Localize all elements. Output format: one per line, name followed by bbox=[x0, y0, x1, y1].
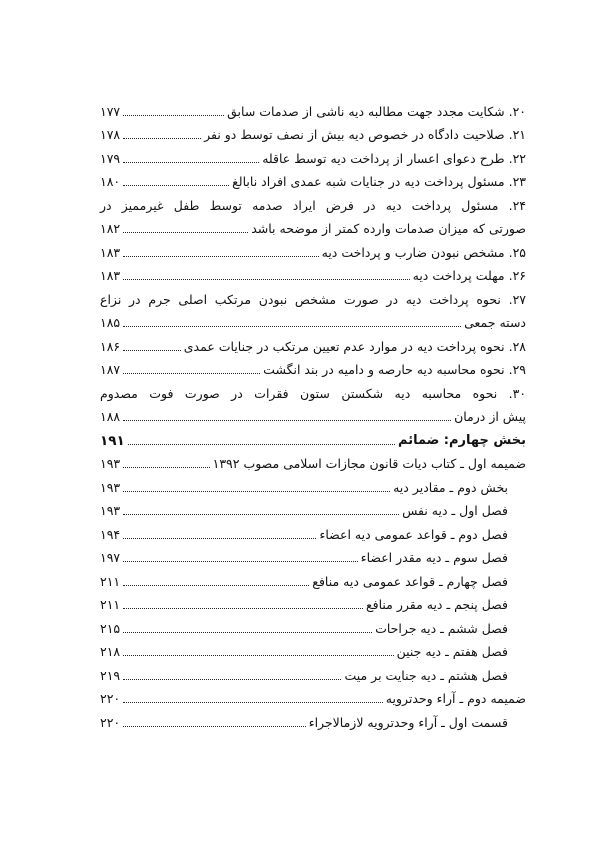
toc-entry-first-line bbox=[100, 379, 526, 403]
toc-entry bbox=[100, 708, 526, 732]
dot-leader bbox=[123, 491, 390, 492]
toc-entry-title: ضمیمه دوم ـ آراء وحدترویه bbox=[385, 691, 526, 706]
toc-entry bbox=[100, 661, 526, 685]
toc-entry-title-line1: ۳۰. نحوه محاسبه دیه شکستن ستون فقرات در صورت فوت مصدوم bbox=[100, 385, 526, 401]
toc-page-number: ۱۸۰ bbox=[100, 174, 121, 189]
toc-entry-first-line bbox=[100, 191, 526, 215]
toc-entry-title: ۲۹. نحوه محاسبه دیه حارصه و دامیه در بند انگشت bbox=[263, 362, 526, 377]
table-of-contents bbox=[100, 97, 526, 732]
dot-leader bbox=[123, 561, 358, 562]
toc-entry bbox=[100, 450, 526, 474]
toc-entry-title: فصل اول ـ دیه نفس bbox=[402, 503, 508, 518]
toc-entry bbox=[100, 215, 526, 239]
toc-page-number: ۱۹۴ bbox=[100, 526, 121, 542]
toc-entry bbox=[100, 309, 526, 333]
toc-page-number: ۲۱۵ bbox=[100, 620, 121, 636]
toc-page-number: ۱۹۱ bbox=[100, 432, 125, 449]
toc-entry bbox=[100, 591, 526, 615]
toc-page-number: ۱۸۷ bbox=[100, 362, 121, 377]
toc-entry-title: ۲۳. مسئول پرداخت دیه در جنایات شبه عمدی افراد نابالغ bbox=[232, 174, 526, 189]
toc-page-number: ۱۷۹ bbox=[100, 150, 121, 166]
toc-entry-title: پیش از درمان bbox=[454, 409, 526, 424]
toc-entry-title: ۲۰. شکایت مجدد جهت مطالبه دیه ناشی از صدمات سابق bbox=[227, 103, 526, 119]
toc-entry-title: فصل دوم ـ قواعد عمومی دیه اعضاء bbox=[319, 526, 508, 542]
dot-leader bbox=[123, 162, 259, 163]
dot-leader bbox=[123, 420, 451, 421]
toc-page-number: ۱۹۳ bbox=[100, 456, 121, 471]
toc-entry-title: بخش چهارم: ضمائم bbox=[398, 432, 526, 448]
dot-leader bbox=[123, 538, 316, 539]
dot-leader bbox=[123, 138, 201, 139]
dot-leader bbox=[123, 585, 309, 586]
toc-entry bbox=[100, 262, 526, 286]
dot-leader bbox=[123, 350, 181, 351]
toc-page-number: ۱۸۳ bbox=[100, 244, 121, 260]
toc-entry bbox=[100, 97, 526, 121]
toc-entry bbox=[100, 567, 526, 591]
toc-page-number: ۱۹۳ bbox=[100, 479, 121, 495]
toc-entry-title: ۲۲. طرح دعوای اعسار از پرداخت دیه توسط عاقله bbox=[262, 150, 526, 166]
toc-page-number: ۲۱۱ bbox=[100, 597, 121, 612]
toc-entry-title: فصل هفتم ـ دیه جنین bbox=[396, 644, 508, 659]
dot-leader bbox=[123, 373, 260, 374]
toc-page-number: ۲۲۰ bbox=[100, 691, 121, 706]
toc-section-heading bbox=[100, 426, 526, 450]
toc-entry bbox=[100, 544, 526, 568]
toc-entry bbox=[100, 144, 526, 168]
dot-leader bbox=[123, 115, 224, 116]
toc-entry-first-line bbox=[100, 285, 526, 309]
toc-entry bbox=[100, 473, 526, 497]
toc-entry bbox=[100, 238, 526, 262]
toc-entry bbox=[100, 168, 526, 192]
toc-entry bbox=[100, 356, 526, 380]
toc-entry bbox=[100, 638, 526, 662]
toc-entry-title: ۲۸. نحوه پرداخت دیه در موارد عدم تعیین مرتکب در جنایات عمدی bbox=[183, 338, 526, 354]
dot-leader bbox=[123, 655, 393, 656]
toc-page-number: ۱۷۸ bbox=[100, 127, 121, 142]
dot-leader bbox=[123, 726, 306, 727]
toc-page-number: ۲۲۰ bbox=[100, 714, 121, 730]
toc-entry-title: فصل هشتم ـ دیه جنایت بر میت bbox=[344, 667, 508, 683]
toc-entry-title: ۲۵. مشخص نبودن ضارب و پرداخت دیه bbox=[321, 244, 526, 260]
toc-page-number: ۱۹۳ bbox=[100, 503, 121, 518]
toc-page-number: ۱۷۷ bbox=[100, 103, 121, 119]
toc-page-number: ۱۸۵ bbox=[100, 315, 121, 330]
dot-leader bbox=[123, 514, 399, 515]
dot-leader bbox=[123, 702, 383, 703]
toc-entry-title: فصل پنجم ـ دیه مقرر منافع bbox=[365, 597, 508, 612]
toc-page-number: ۲۱۸ bbox=[100, 644, 121, 659]
dot-leader bbox=[123, 326, 461, 327]
toc-entry-title: صورتی که میزان صدمات وارده کمتر از موضحه باشد bbox=[251, 221, 526, 236]
toc-entry bbox=[100, 497, 526, 521]
toc-entry-title: فصل سوم ـ دیه مقدر اعضاء bbox=[360, 550, 508, 565]
toc-entry bbox=[100, 685, 526, 709]
toc-entry-title: ۲۱. صلاحیت دادگاه در خصوص دیه بیش از نصف توسط دو نفر bbox=[204, 127, 526, 142]
dot-leader bbox=[123, 279, 409, 280]
toc-entry-title-line1: ۲۷. نحوه پرداخت دیه در صورت مشخص نبودن مرتکب اصلی جرم در نزاع bbox=[100, 291, 526, 307]
toc-page-number: ۱۸۳ bbox=[100, 268, 121, 283]
toc-page-number: ۱۸۲ bbox=[100, 221, 121, 236]
toc-page-number: ۱۸۶ bbox=[100, 338, 121, 354]
toc-entry-title: فصل ششم ـ دیه جراحات bbox=[375, 620, 508, 636]
toc-page-number: ۱۹۷ bbox=[100, 550, 121, 565]
toc-page-number: ۲۱۹ bbox=[100, 667, 121, 683]
toc-entry bbox=[100, 121, 526, 145]
toc-entry-title: فصل چهارم ـ قواعد عمومی دیه منافع bbox=[312, 573, 508, 589]
toc-entry bbox=[100, 614, 526, 638]
toc-entry-title: ۲۶. مهلت پرداخت دیه bbox=[412, 268, 526, 283]
toc-entry-title: ضمیمه اول ـ کتاب دیات قانون مجازات اسلامی مصوب ۱۳۹۲ bbox=[212, 456, 526, 471]
toc-page-number: ۲۱۱ bbox=[100, 573, 121, 589]
dot-leader bbox=[123, 232, 248, 233]
toc-entry bbox=[100, 520, 526, 544]
dot-leader bbox=[123, 185, 229, 186]
dot-leader bbox=[123, 608, 363, 609]
dot-leader bbox=[128, 444, 395, 445]
toc-entry-title: بخش دوم ـ مقادیر دیه bbox=[393, 479, 508, 495]
dot-leader bbox=[123, 632, 372, 633]
toc-entry bbox=[100, 403, 526, 427]
toc-entry bbox=[100, 332, 526, 356]
toc-entry-title: قسمت اول ـ آراء وحدترویه لازمالاجراء bbox=[308, 714, 508, 730]
dot-leader bbox=[123, 256, 318, 257]
dot-leader bbox=[123, 679, 341, 680]
toc-entry-title: دسته جمعی bbox=[464, 315, 526, 330]
dot-leader bbox=[123, 467, 209, 468]
toc-page-number: ۱۸۸ bbox=[100, 409, 121, 424]
toc-entry-title-line1: ۲۴. مسئول پرداخت دیه در فرض ایراد صدمه توسط طفل غیرممیز در bbox=[100, 197, 526, 213]
